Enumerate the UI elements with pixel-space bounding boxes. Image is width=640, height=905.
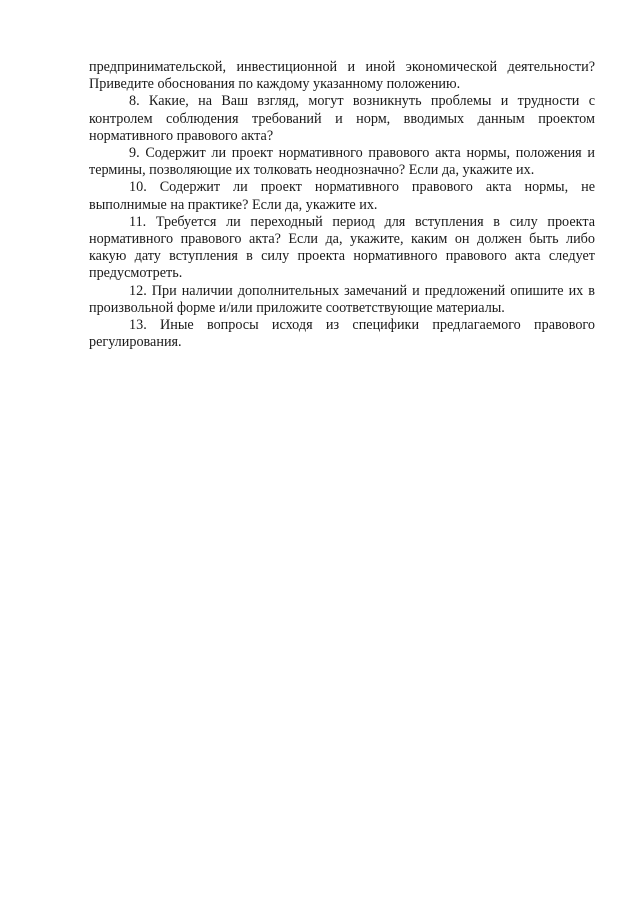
question-13: 13. Иные вопросы исходя из специфики предлагаемого правового регулирования. xyxy=(89,317,595,351)
question-11: 11. Требуется ли переходный период для вступления в силу проекта нормативного правового акта? Если да, укажите, каким он должен быть либо какую дату вступления в силу проекта нормативного правового акта следует предусмотреть. xyxy=(89,213,595,282)
question-10: 10. Содержит ли проект нормативного правового акта нормы, не выполнимые на практике? Если да, укажите их. xyxy=(89,179,595,213)
question-12: 12. При наличии дополнительных замечаний и предложений опишите их в произвольной форме и/или приложите соответствующие материалы. xyxy=(89,282,595,316)
question-9: 9. Содержит ли проект нормативного правового акта нормы, положения и термины, позволяющие их толковать неоднозначно? Если да, укажите их. xyxy=(89,145,595,179)
paragraph-continuation: предпринимательской, инвестиционной и иной экономической деятельности? Приведите обоснования по каждому указанному положению. xyxy=(89,59,595,93)
question-8: 8. Какие, на Ваш взгляд, могут возникнуть проблемы и трудности с контролем соблюдения требований и норм, вводимых данным проектом нормативного правового акта? xyxy=(89,93,595,144)
document-body xyxy=(89,59,595,351)
